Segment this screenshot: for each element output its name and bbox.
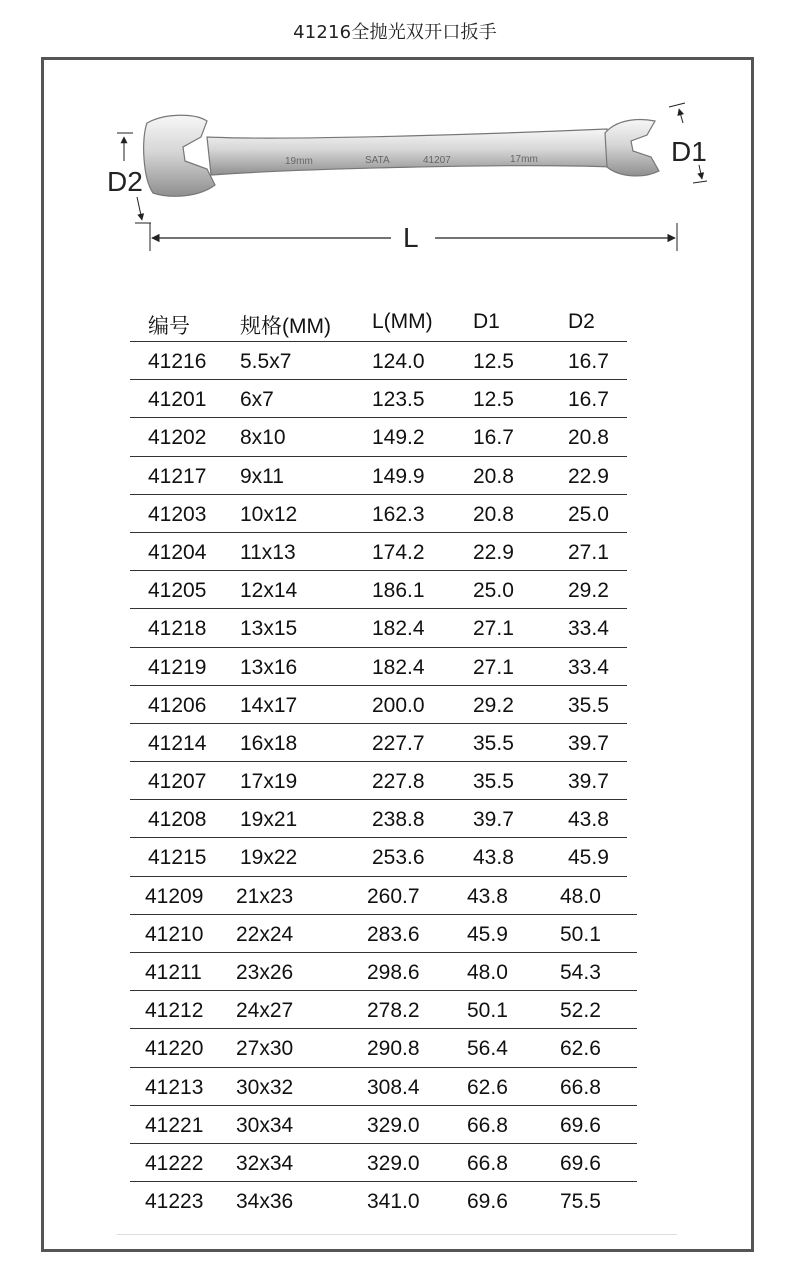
cell-length: 227.7 [372, 731, 425, 755]
cell-length: 182.4 [372, 655, 425, 679]
cell-d1: 27.1 [473, 655, 514, 679]
cell-d2: 39.7 [568, 731, 609, 755]
cell-spec: 30x34 [236, 1113, 294, 1137]
cell-d1: 66.8 [467, 1113, 508, 1137]
cell-d2: 75.5 [560, 1190, 601, 1214]
cell-spec: 19x21 [240, 808, 298, 832]
cell-length: 186.1 [372, 579, 425, 603]
cell-code: 41209 [145, 884, 204, 908]
cell-length: 238.8 [372, 808, 425, 832]
cell-length: 260.7 [367, 884, 420, 908]
d1-label: D1 [671, 136, 707, 167]
cell-d1: 45.9 [467, 922, 508, 946]
cell-spec: 32x34 [236, 1151, 294, 1175]
cell-length: 227.8 [372, 770, 425, 794]
cell-length: 123.5 [372, 388, 425, 412]
cell-code: 41223 [145, 1190, 204, 1214]
cell-d1: 39.7 [473, 808, 514, 832]
cell-code: 41212 [145, 999, 204, 1023]
cell-spec: 23x26 [236, 961, 294, 984]
cell-spec: 30x32 [236, 1075, 294, 1099]
cell-spec: 27x30 [236, 1037, 294, 1061]
cell-code: 41217 [148, 464, 207, 488]
cell-d1: 16.7 [473, 426, 514, 450]
cell-length: 329.0 [367, 1151, 420, 1175]
cell-d2: 52.2 [560, 999, 601, 1023]
cell-spec: 10x12 [240, 502, 298, 526]
cell-length: 329.0 [367, 1113, 420, 1137]
stamp-size-right: 17mm [510, 154, 538, 165]
cell-d2: 45.9 [568, 846, 609, 870]
cell-d2: 48.0 [560, 884, 601, 908]
cell-spec: 34x36 [236, 1190, 294, 1214]
cell-spec: 19x22 [240, 846, 298, 870]
cell-code: 41206 [148, 693, 207, 717]
header-d1: D1 [473, 310, 500, 333]
cell-spec: 17x19 [240, 770, 298, 794]
cell-code: 41214 [148, 731, 207, 755]
cell-d1: 29.2 [473, 693, 514, 717]
stamp-brand: SATA [365, 155, 390, 166]
cell-spec: 13x15 [240, 617, 298, 641]
cell-d2: 62.6 [560, 1037, 601, 1061]
cell-d1: 56.4 [467, 1037, 508, 1061]
cell-spec: 8x10 [240, 426, 286, 450]
cell-d2: 29.2 [568, 579, 609, 603]
cell-spec: 24x27 [236, 999, 294, 1023]
cell-d2: 39.7 [568, 770, 609, 794]
cell-d2: 22.9 [568, 464, 609, 488]
cell-spec: 6x7 [240, 388, 274, 412]
page-title: 41216全抛光双开口扳手 [293, 22, 497, 43]
header-spec: 规格(MM) [240, 315, 331, 338]
cell-d1: 35.5 [473, 770, 514, 794]
cell-code: 41201 [148, 388, 207, 412]
cell-spec: 14x17 [240, 693, 298, 717]
cell-code: 41204 [148, 540, 207, 564]
cell-code: 41210 [145, 922, 204, 946]
cell-d2: 27.1 [568, 540, 609, 564]
cell-spec: 16x18 [240, 731, 298, 755]
cell-d1: 50.1 [467, 999, 508, 1023]
cell-length: 308.4 [367, 1075, 420, 1099]
cell-d1: 27.1 [473, 617, 514, 641]
cell-length: 341.0 [367, 1190, 420, 1214]
cell-d2: 50.1 [560, 922, 601, 946]
cell-d1: 20.8 [473, 502, 514, 526]
cell-length: 200.0 [372, 693, 425, 717]
stamp-size-left: 19mm [285, 156, 313, 167]
cell-length: 278.2 [367, 999, 420, 1023]
cell-d2: 16.7 [568, 350, 609, 373]
cell-d1: 48.0 [467, 961, 508, 984]
cell-d2: 16.7 [568, 388, 609, 412]
header-d2: D2 [568, 310, 595, 333]
cell-code: 41213 [145, 1075, 204, 1099]
stamp-model: 41207 [423, 155, 451, 166]
d2-label: D2 [107, 166, 143, 197]
cell-code: 41215 [148, 846, 207, 870]
cell-code: 41208 [148, 808, 207, 832]
cell-d1: 12.5 [473, 350, 514, 373]
bottom-rule [117, 1234, 677, 1235]
cell-d1: 43.8 [473, 846, 514, 870]
cell-code: 41211 [145, 961, 202, 984]
cell-d1: 66.8 [467, 1151, 508, 1175]
wrench-diagram [95, 95, 707, 265]
cell-code: 41203 [148, 502, 207, 526]
length-label: L [403, 222, 419, 253]
header-code: 编号 [148, 315, 190, 338]
cell-d2: 20.8 [568, 426, 609, 450]
cell-d2: 69.6 [560, 1151, 601, 1175]
cell-d1: 22.9 [473, 540, 514, 564]
cell-d2: 69.6 [560, 1113, 601, 1137]
header-length: L(MM) [372, 310, 433, 333]
cell-spec: 12x14 [240, 579, 298, 603]
cell-code: 41219 [148, 655, 207, 679]
cell-length: 124.0 [372, 350, 425, 373]
cell-code: 41205 [148, 579, 207, 603]
cell-length: 182.4 [372, 617, 425, 641]
cell-length: 149.2 [372, 426, 425, 450]
cell-d1: 12.5 [473, 388, 514, 412]
cell-spec: 21x23 [236, 884, 294, 908]
cell-d2: 54.3 [560, 961, 601, 984]
cell-code: 41218 [148, 617, 207, 641]
cell-length: 298.6 [367, 961, 420, 984]
cell-d2: 66.8 [560, 1075, 601, 1099]
cell-d1: 69.6 [467, 1190, 508, 1214]
cell-spec: 9x11 [240, 464, 284, 488]
cell-d1: 62.6 [467, 1075, 508, 1099]
cell-spec: 5.5x7 [240, 350, 292, 373]
cell-length: 162.3 [372, 502, 425, 526]
cell-d2: 25.0 [568, 502, 609, 526]
cell-code: 41202 [148, 426, 207, 450]
cell-d2: 33.4 [568, 617, 609, 641]
cell-code: 41222 [145, 1151, 204, 1175]
cell-length: 149.9 [372, 464, 425, 488]
cell-spec: 13x16 [240, 655, 298, 679]
cell-code: 41220 [145, 1037, 204, 1061]
cell-spec: 22x24 [236, 922, 294, 946]
cell-d1: 25.0 [473, 579, 514, 603]
cell-code: 41216 [148, 350, 207, 373]
wrench-body [144, 115, 659, 196]
cell-d2: 33.4 [568, 655, 609, 679]
cell-d1: 43.8 [467, 884, 508, 908]
cell-code: 41207 [148, 770, 207, 794]
cell-d2: 35.5 [568, 693, 609, 717]
cell-code: 41221 [145, 1113, 204, 1137]
cell-spec: 11x13 [240, 540, 296, 564]
cell-d2: 43.8 [568, 808, 609, 832]
cell-d1: 35.5 [473, 731, 514, 755]
cell-length: 174.2 [372, 540, 425, 564]
cell-length: 290.8 [367, 1037, 420, 1061]
cell-length: 253.6 [372, 846, 425, 870]
cell-length: 283.6 [367, 922, 420, 946]
cell-d1: 20.8 [473, 464, 514, 488]
